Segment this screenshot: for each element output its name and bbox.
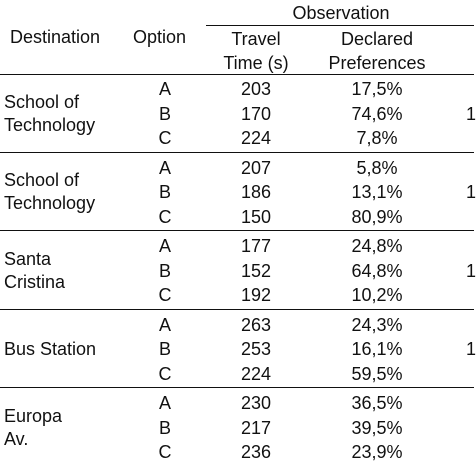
declared-preference-cell: 24,8% xyxy=(351,236,403,256)
header-declared-preferences-line1: Declared xyxy=(340,29,414,49)
travel-time-cell: 230 xyxy=(240,393,272,413)
declared-preference-cell: 64,8% xyxy=(351,260,403,281)
travel-time-cell: 217 xyxy=(240,417,272,438)
option-cell: B xyxy=(158,103,171,124)
travel-time-cell: 224 xyxy=(240,128,272,148)
declared-preference-cell: 7,8% xyxy=(356,128,398,148)
clipped-column-mark: 1 xyxy=(466,182,476,202)
option-cell: B xyxy=(158,182,171,202)
declared-preference-cell: 5,8% xyxy=(356,157,398,178)
destination-label: Europa xyxy=(4,405,63,426)
destination-label: Technology xyxy=(4,114,96,135)
destination-label: School of xyxy=(4,170,80,191)
header-divider-observation xyxy=(206,25,474,26)
declared-preference-cell: 16,1% xyxy=(351,339,403,359)
option-cell: C xyxy=(158,285,172,305)
option-cell: A xyxy=(158,393,171,413)
header-option: Option xyxy=(133,27,187,47)
declared-preference-cell: 13,1% xyxy=(351,182,403,202)
option-cell: C xyxy=(158,128,172,148)
destination-label: Santa xyxy=(4,248,52,269)
header-declared-preferences-line2: Preferences xyxy=(328,53,426,73)
travel-time-cell: 203 xyxy=(240,79,272,99)
destination-label: Av. xyxy=(4,428,29,449)
option-cell: B xyxy=(158,417,171,438)
clipped-column-mark: 1 xyxy=(466,103,476,124)
option-cell: A xyxy=(158,79,171,99)
option-cell: B xyxy=(158,260,171,281)
destination-label: School of xyxy=(4,91,80,112)
declared-preference-cell: 80,9% xyxy=(351,206,403,227)
travel-time-cell: 150 xyxy=(240,206,272,227)
travel-time-cell: 186 xyxy=(240,182,272,202)
declared-preference-cell: 39,5% xyxy=(351,417,403,438)
option-cell: B xyxy=(158,339,171,359)
travel-time-cell: 224 xyxy=(240,363,272,384)
option-cell: C xyxy=(158,442,172,462)
header-travel-time-line2: Time (s) xyxy=(223,53,289,73)
group-divider xyxy=(0,387,474,388)
declared-preference-cell: 74,6% xyxy=(351,103,403,124)
group-divider xyxy=(0,309,474,310)
clipped-column-mark: 1 xyxy=(466,339,476,359)
travel-time-cell: 192 xyxy=(240,285,272,305)
group-divider xyxy=(0,230,474,231)
travel-time-cell: 253 xyxy=(240,339,272,359)
declared-preference-cell: 59,5% xyxy=(351,363,403,384)
declared-preference-cell: 23,9% xyxy=(351,442,403,462)
travel-time-cell: 263 xyxy=(240,314,272,335)
travel-time-cell: 177 xyxy=(240,236,272,256)
declared-preference-cell: 24,3% xyxy=(351,314,403,335)
option-cell: A xyxy=(158,157,171,178)
header-bottom-rule xyxy=(0,74,474,75)
declared-preference-cell: 17,5% xyxy=(351,79,403,99)
header-observation: Observation xyxy=(292,3,390,23)
destination-label: Cristina xyxy=(4,271,66,292)
option-cell: C xyxy=(158,363,172,384)
destination-label: Technology xyxy=(4,193,96,214)
header-travel-time-line1: Travel xyxy=(231,29,281,49)
header-destination: Destination xyxy=(10,27,101,47)
clipped-column-mark: 1 xyxy=(466,260,476,281)
option-cell: A xyxy=(158,236,171,256)
travel-time-cell: 170 xyxy=(240,103,272,124)
destination-label: Bus Station xyxy=(4,338,97,359)
declared-preference-cell: 10,2% xyxy=(351,285,403,305)
travel-time-cell: 207 xyxy=(240,157,272,178)
group-divider xyxy=(0,152,474,153)
travel-time-cell: 152 xyxy=(240,260,272,281)
option-cell: A xyxy=(158,314,171,335)
option-cell: C xyxy=(158,206,172,227)
travel-time-cell: 236 xyxy=(240,442,272,462)
declared-preference-cell: 36,5% xyxy=(351,393,403,413)
